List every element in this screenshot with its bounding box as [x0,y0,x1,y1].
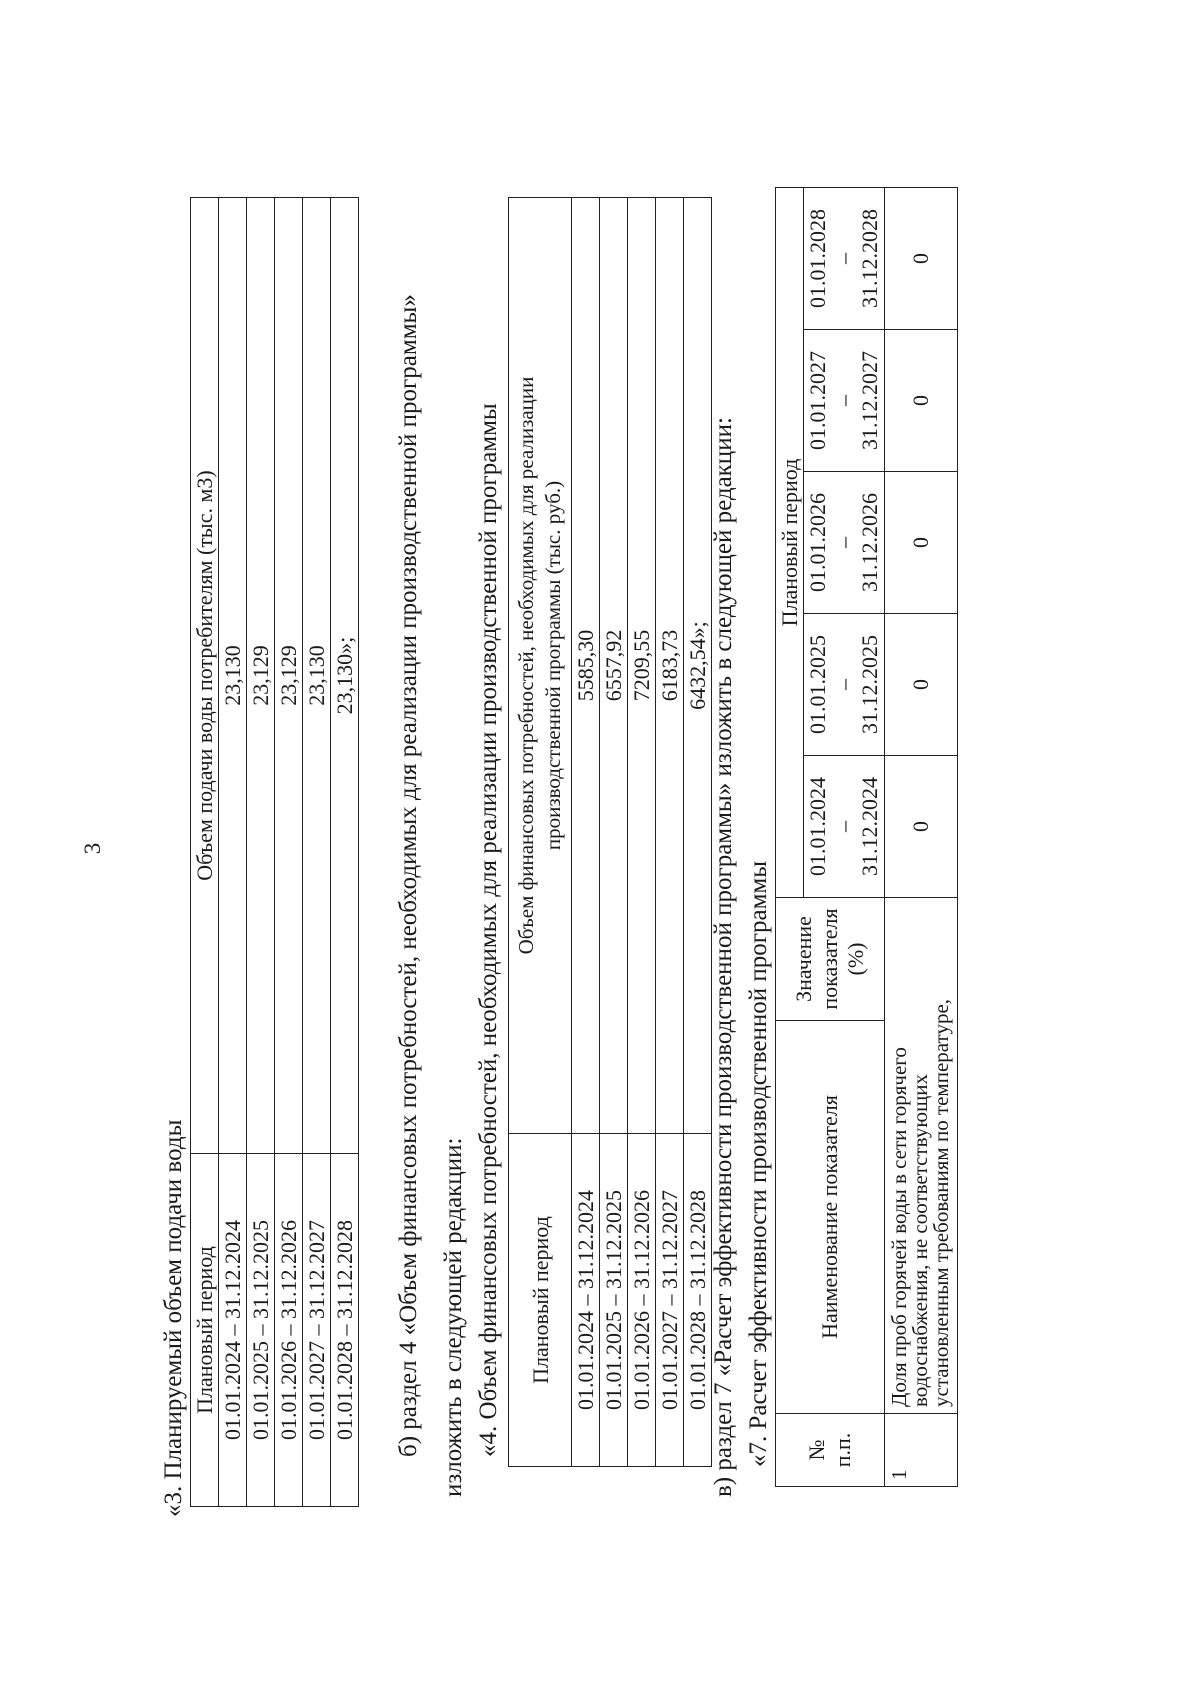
header-finance-line2: производственной программы (тыс. руб.) [541,480,565,851]
period-dash: – [831,395,856,406]
period-header-cell [804,756,885,898]
table-header-row [191,198,219,1507]
period-end: 31.12.2025 [857,635,882,734]
header-indicator-value [776,898,885,1021]
value-cell: 0 [885,472,958,614]
period-dash: – [831,679,856,690]
water-supply-table [190,197,359,1507]
period-header-cell [804,188,885,330]
row-name-line: Доля проб горячей воды в сети горячего [887,1047,911,1407]
period-end: 31.12.2027 [857,351,882,450]
period-dash: – [831,821,856,832]
period-cell: 01.01.2026 – 31.12.2026 [275,1154,303,1507]
row-name-line: установленным требованиям по температуре, [929,998,953,1407]
header-indicator-line3: (%) [843,942,868,976]
paragraph-b-line2: изложить в следующей редакции: [440,1137,467,1497]
period-dash: – [831,537,856,548]
period-cell: 01.01.2025 – 31.12.2025 [600,1134,628,1467]
period-cell: 01.01.2026 – 31.12.2026 [628,1134,656,1467]
period-cell: 01.01.2027 – 31.12.2027 [303,1154,331,1507]
table-row [684,198,712,1467]
period-end: 31.12.2024 [857,777,882,876]
value-cell: 23,130 [219,198,247,1154]
page-number: 3 [80,842,105,855]
table-row [572,198,600,1467]
period-start: 01.01.2026 [805,493,830,592]
row-number: 1 [885,1414,958,1487]
period-header-cell [804,614,885,756]
section3-title: «3. Планируемый объем подачи воды [160,1119,187,1517]
period-cell: 01.01.2024 – 31.12.2024 [572,1134,600,1467]
value-cell: 0 [885,330,958,472]
header-finance [509,198,572,1134]
header-period: Плановый период [509,1134,572,1467]
header-finance-line1: Объем финансовых потребностей, необходимых для реализации [514,376,538,955]
period-header-cell [804,472,885,614]
period-header-cell [804,330,885,472]
table-row [628,198,656,1467]
period-start: 01.01.2024 [805,777,830,876]
section4-title: «4. Объем финансовых потребностей, необходимых для реализации производственной программы [475,403,502,1457]
value-cell: 23,130 [303,198,331,1154]
header-planned-period: Плановый период [776,188,804,898]
period-cell: 01.01.2027 – 31.12.2027 [656,1134,684,1467]
header-indicator-line1: Значение [791,916,816,1002]
period-cell: 01.01.2028 – 31.12.2028 [684,1134,712,1467]
period-cell: 01.01.2024 – 31.12.2024 [219,1154,247,1507]
paragraph-v-line1: в) раздел 7 «Расчет эффективности производственной программы» изложить в следующей редакции: [710,417,737,1497]
row-name-line: водоснабжения, не соответствующих [908,1074,932,1407]
value-cell: 6557,92 [600,198,628,1134]
value-cell: 0 [885,756,958,898]
table-row [219,198,247,1507]
header-number-line2: п.п. [830,1432,855,1468]
value-cell: 5585,30 [572,198,600,1134]
efficiency-table [775,187,958,1487]
header-number [776,1414,885,1487]
value-cell: 23,129 [247,198,275,1154]
table-row [303,198,331,1507]
period-end: 31.12.2028 [857,209,882,308]
table-row [247,198,275,1507]
row-indicator-name [885,898,958,1414]
table-header-row [509,198,572,1467]
header-indicator-line2: показателя [817,908,842,1010]
table-header-row [776,188,804,1487]
header-period: Плановый период [191,1154,219,1507]
period-cell: 01.01.2025 – 31.12.2025 [247,1154,275,1507]
period-end: 31.12.2026 [857,493,882,592]
value-cell: 23,130»; [331,198,359,1154]
paragraph-b-line1: б) раздел 4 «Объем финансовых потребностей, необходимых для реализации производственной программы» [395,294,422,1457]
value-cell: 6183,73 [656,198,684,1134]
finance-table [508,197,712,1467]
table-row [600,198,628,1467]
table-row [331,198,359,1507]
value-cell: 6432,54»; [684,198,712,1134]
value-cell: 0 [885,614,958,756]
period-start: 01.01.2028 [805,209,830,308]
value-cell: 23,129 [275,198,303,1154]
table-row [656,198,684,1467]
value-cell: 7209,55 [628,198,656,1134]
value-cell: 0 [885,188,958,330]
period-dash: – [831,253,856,264]
period-start: 01.01.2025 [805,635,830,734]
period-cell: 01.01.2028 – 31.12.2028 [331,1154,359,1507]
period-start: 01.01.2027 [805,351,830,450]
table-row [885,188,958,1487]
table-row [275,198,303,1507]
header-number-line1: № [804,1439,829,1461]
header-volume: Объем подачи воды потребителям (тыс. м3) [191,198,219,1154]
section7-title: «7. Расчет эффективности производственной программы [745,860,772,1467]
header-indicator-name: Наименование показателя [776,1021,885,1414]
